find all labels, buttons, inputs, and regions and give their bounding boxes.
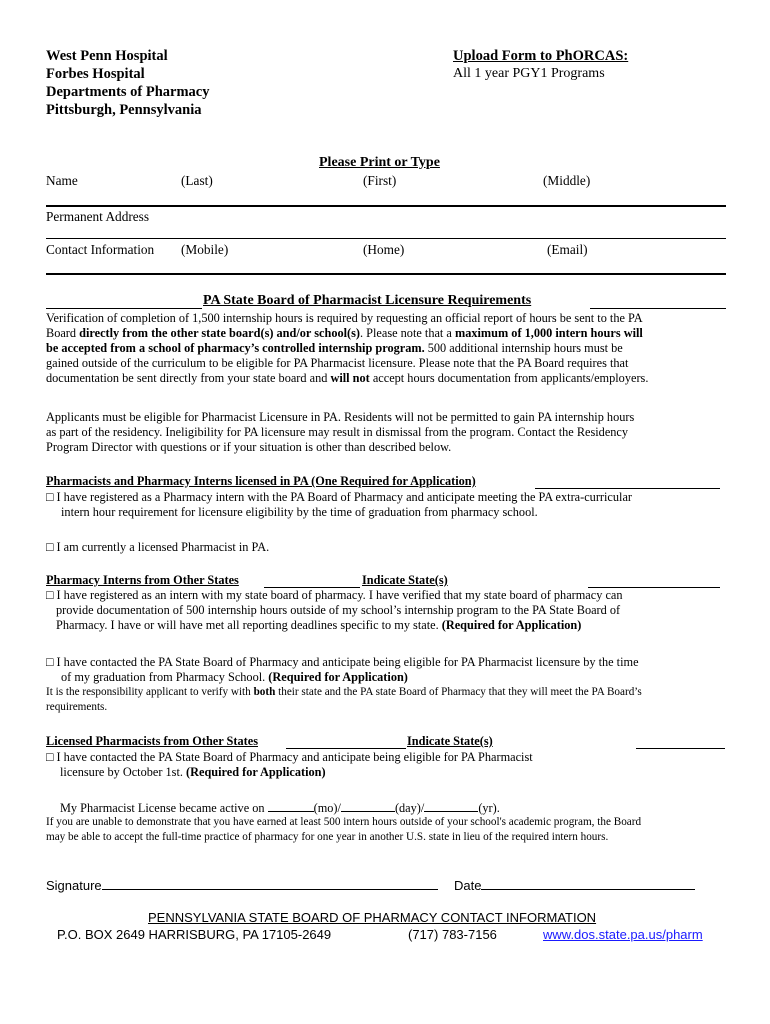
section-pa-heading: Pharmacists and Pharmacy Interns licensed in PA (One Required for Application)	[46, 474, 476, 488]
section-licensed-option-1[interactable]: □ I have contacted the PA State Board of Pharmacy and anticipate being eligible for PA Pharmacist licensure by October 1st. (Required for Application)	[46, 750, 533, 779]
contact-email-label: (Email)	[547, 242, 588, 257]
licensure-heading: PA State Board of Pharmacist Licensure Requirements	[203, 293, 532, 308]
date-field[interactable]	[481, 877, 695, 890]
p1-line-b: Board directly from the other state board(s) and/or school(s). Please note that a maximum of 1,000 intern hours will	[46, 326, 643, 340]
p1-line-a: Verification of completion of 1,500 internship hours is required by requesting an official report of hours be sent to the PA	[46, 311, 643, 325]
footer-address: P.O. BOX 2649 HARRISBURG, PA 17105-2649	[57, 927, 332, 942]
hospital-name-west-penn: West Penn Hospital	[46, 48, 168, 64]
heading-rule-left	[46, 308, 202, 309]
licensure-paragraph-1	[46, 311, 648, 386]
contact-mobile-label: (Mobile)	[181, 242, 229, 257]
footer-website-link[interactable]: www.dos.state.pa.us/pharm	[543, 927, 703, 942]
license-year-field[interactable]	[424, 799, 478, 812]
section-licensed-rule-1	[286, 748, 406, 749]
section-pa-heading-rule	[535, 488, 720, 489]
signature-field[interactable]	[102, 877, 438, 890]
p1-line-e: documentation be sent directly from your state board and will not accept hours documentation from applicants/employers.	[46, 371, 649, 385]
p1-line-d: gained outside of the curriculum to be eligible for PA Pharmacist licensure. Please note that the PA Board requires that	[46, 356, 629, 370]
footer-title: PENNSYLVANIA STATE BOARD OF PHARMACY CONTACT INFORMATION	[148, 910, 597, 925]
checkbox-icon[interactable]: □	[46, 750, 54, 764]
name-middle-label: (Middle)	[543, 173, 591, 188]
department-name: Departments of Pharmacy	[46, 84, 210, 100]
contact-label: Contact Information	[46, 242, 155, 257]
checkbox-icon[interactable]: □	[46, 655, 54, 669]
signature-row: Signature	[46, 877, 438, 893]
address-label: Permanent Address	[46, 209, 150, 224]
license-day-field[interactable]	[341, 799, 395, 812]
checkbox-icon[interactable]: □	[46, 490, 54, 504]
p2-line-c: Program Director with questions or if your situation is other than described below.	[46, 440, 452, 454]
section-interns-option-2[interactable]: □ I have contacted the PA State Board of Pharmacy and anticipate being eligible for PA Pharmacist licensure by the time of my graduation from Pharmacy School. (Required for Application)	[46, 655, 639, 684]
section-licensed-note: If you are unable to demonstrate that you have earned at least 500 intern hours outside of your school's academic program, the Board may be able to accept the full-time practice of pharmacy for one year in another U.S. state in lieu of the required intern hours.	[46, 816, 642, 843]
license-active-date-row: My Pharmacist License became active on (mo)/ (day)/ (yr).	[60, 801, 500, 815]
section-pa-option-2[interactable]: □ I am currently a licensed Pharmacist in PA.	[46, 540, 270, 554]
contact-field-line[interactable]	[46, 273, 726, 275]
hospital-name-forbes: Forbes Hospital	[46, 66, 145, 82]
city-state: Pittsburgh, Pennsylvania	[46, 102, 202, 118]
name-last-label: (Last)	[181, 173, 213, 188]
upload-form-title: Upload Form to PhORCAS:	[453, 48, 629, 64]
checkbox-icon[interactable]: □	[46, 540, 54, 554]
address-field-line[interactable]	[46, 238, 726, 239]
license-month-field[interactable]	[268, 799, 314, 812]
p2-line-b: as part of the residency. Ineligibility for PA licensure may result in dismissal from the program. Contact the Residency	[46, 425, 629, 439]
section-pa-option-1[interactable]: □ I have registered as a Pharmacy intern with the PA Board of Pharmacy and anticipate meeting the PA extra-curricular intern hour requirement for licensure eligibility by the time of graduation from pharmacy school.	[46, 490, 633, 519]
section-licensed-indicate-state: Indicate State(s)	[407, 734, 493, 748]
state-field-line-licensed[interactable]	[636, 748, 725, 749]
checkbox-icon[interactable]: □	[46, 588, 54, 602]
section-interns-note: It is the responsibility applicant to verify with both their state and the PA state Board of Pharmacy that they will meet the PA Board’s requirements.	[46, 686, 642, 713]
name-label: Name	[46, 173, 78, 188]
p2-line-a: Applicants must be eligible for Pharmacist Licensure in PA. Residents will not be permitted to gain PA internship hours	[46, 410, 635, 424]
print-instruction: Please Print or Type	[319, 155, 440, 170]
section-interns-heading: Pharmacy Interns from Other States	[46, 573, 239, 587]
section-interns-indicate-state: Indicate State(s)	[362, 573, 448, 587]
p1-line-c: be accepted from a school of pharmacy’s controlled internship program. 500 additional internship hours must be	[46, 341, 623, 355]
name-first-label: (First)	[363, 173, 397, 188]
name-field-line[interactable]	[46, 205, 726, 207]
licensure-paragraph-2	[46, 410, 634, 455]
upload-form-subtitle: All 1 year PGY1 Programs	[453, 66, 605, 81]
section-interns-option-1[interactable]: □ I have registered as an intern with my state board of pharmacy. I have verified that my state board of pharmacy can provide documentation of 500 internship hours outside of my school’s internship program to the PA State Board of Pharmacy. I have or will have met all reporting deadlines specific to my state. (Required for Application)	[46, 588, 623, 632]
footer-phone: (717) 783-7156	[408, 927, 497, 942]
date-row: Date	[454, 877, 695, 893]
heading-rule-right	[590, 308, 726, 309]
section-licensed-heading: Licensed Pharmacists from Other States	[46, 734, 258, 748]
contact-home-label: (Home)	[363, 242, 405, 257]
